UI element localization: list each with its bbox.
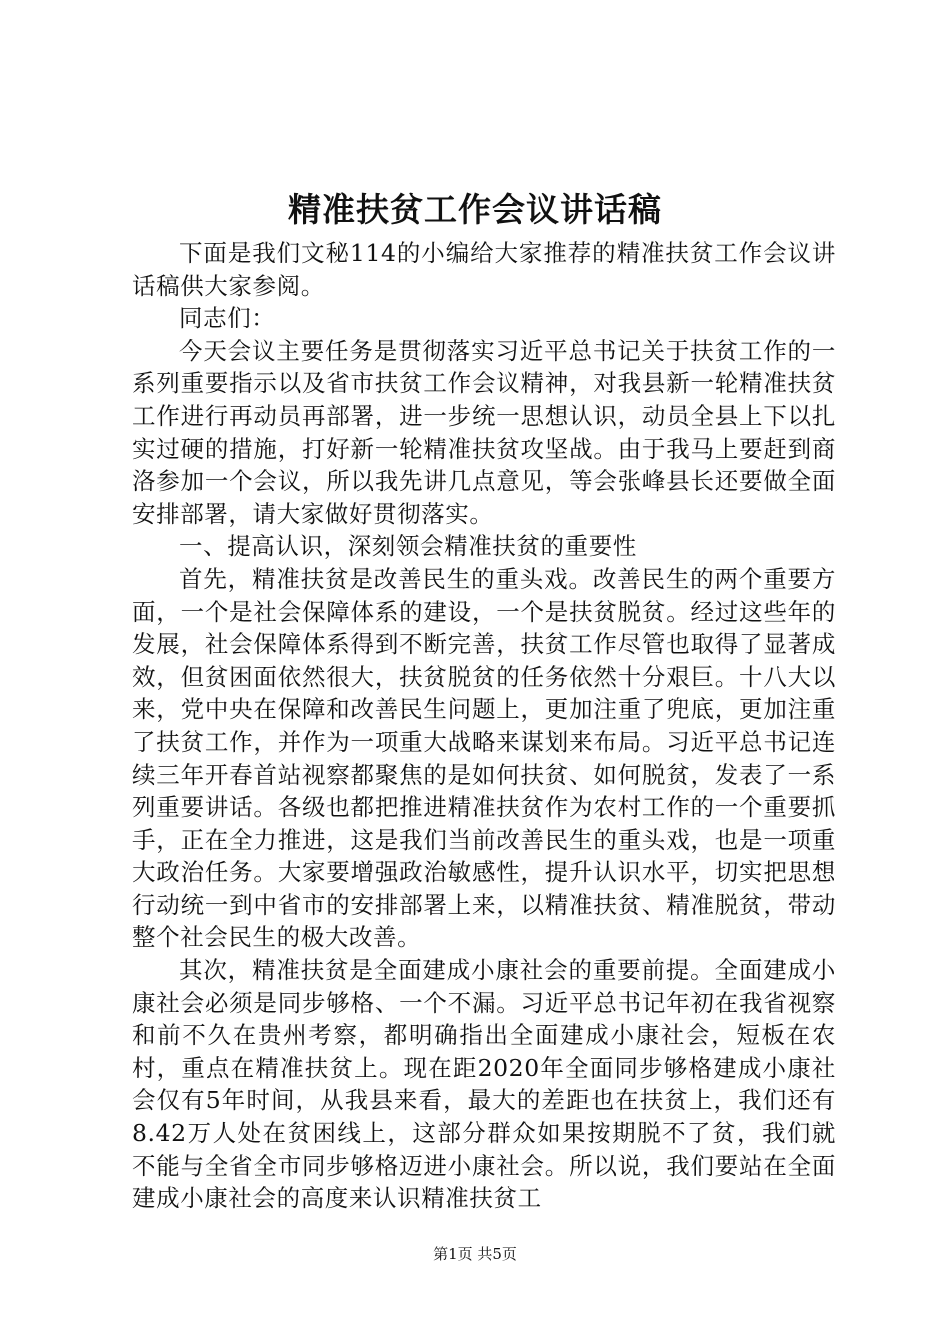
paragraph-meeting-task: 今天会议主要任务是贯彻落实习近平总书记关于扶贫工作的一系列重要指示以及省市扶贫工作会议精神，对我县新一轮精准扶贫工作进行再动员再部署，进一步统一思想认识，动员全县上下以扎实过硬的措施，打好新一轮精准扶贫攻坚战。由于我马上要赶到商洛参加一个会议，所以我先讲几点意见，等会张峰县长还要做全面安排部署，请大家做好贯彻落实。 <box>132 336 836 528</box>
document-title: 精准扶贫工作会议讲话稿 <box>288 190 662 229</box>
section-heading-1: 一、提高认识，深刻领会精准扶贫的重要性 <box>179 532 637 561</box>
paragraph-intro: 下面是我们文秘114的小编给大家推荐的精准扶贫工作会议讲话稿供大家参阅。 <box>132 239 836 300</box>
paragraph-first-point: 首先，精准扶贫是改善民生的重头戏。改善民生的两个重要方面，一个是社会保障体系的建设，一个是扶贫脱贫。经过这些年的发展，社会保障体系得到不断完善，扶贫工作尽管也取得了显著成效，但贫困面依然很大，扶贫脱贫的任务依然十分艰巨。十八大以来，党中央在保障和改善民生问题上，更加注重了兜底，更加注重了扶贫工作，并作为一项重大战略来谋划来布局。习近平总书记连续三年开春首站视察都聚焦的是如何扶贫、如何脱贫，发表了一系列重要讲话。各级也都把推进精准扶贫作为农村工作的一个重要抓手，正在全力推进，这是我们当前改善民生的重头戏，也是一项重大政治任务。大家要增强政治敏感性，提升认识水平，切实把思想行动统一到中省市的安排部署上来，以精准扶贫、精准脱贫，带动整个社会民生的极大改善。 <box>132 564 836 952</box>
paragraph-second-point: 其次，精准扶贫是全面建成小康社会的重要前提。全面建成小康社会必须是同步够格、一个不漏。习近平总书记年初在我省视察和前不久在贵州考察，都明确指出全面建成小康社会，短板在农村，重点在精准扶贫上。现在距2020年全面同步够格建成小康社会仅有5年时间，从我县来看，最大的差距也在扶贫上，我们还有8.42万人处在贫困线上，这部分群众如果按期脱不了贫，我们就不能与全省全市同步够格迈进小康社会。所以说，我们要站在全面建成小康社会的高度来认识精准扶贫工 <box>132 956 836 1213</box>
page-footer: 第1页 共5页 <box>433 1245 517 1263</box>
paragraph-salutation: 同志们： <box>179 304 276 333</box>
document-body <box>132 237 836 1215</box>
